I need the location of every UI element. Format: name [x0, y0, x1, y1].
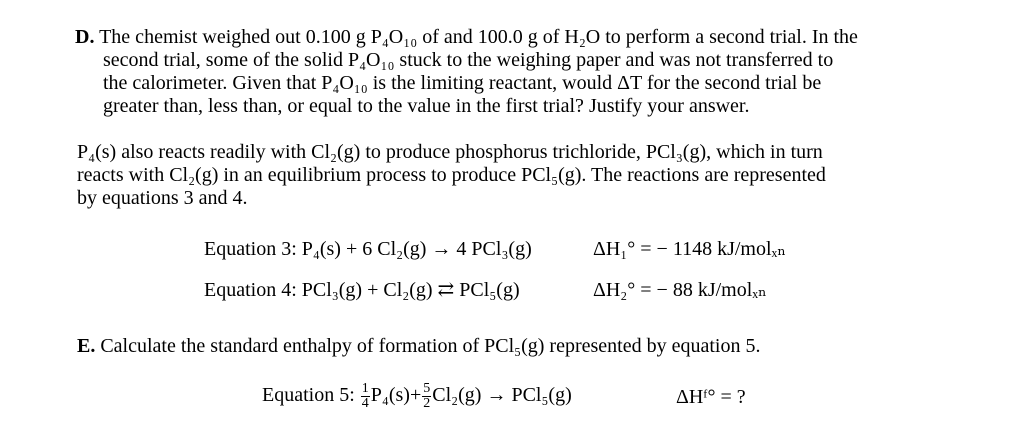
question-e-label: E.	[77, 335, 96, 357]
question-e	[77, 335, 760, 358]
question-d-line-1	[75, 26, 975, 49]
equation-4: Equation 4: PCl₃(g) + Cl₂(g) ⇄ PCl₅(g)	[204, 279, 520, 301]
equation-5-enthalpy: ΔHᶠ° = ?	[676, 386, 746, 408]
equation-5-prefix: Equation 5:	[262, 384, 355, 407]
coefficient-one-quarter: $\frac{1}{4}$	[361, 381, 369, 411]
coefficient-five-halves: $\frac{5}{2}$	[423, 381, 431, 411]
equation-5	[262, 382, 572, 411]
intro-paragraph	[77, 141, 977, 210]
question-d-label: D.	[75, 26, 95, 48]
question-d-text-1: The chemist weighed out 0.100 g P₄O₁₀ of and 100.0 g of H₂O to perform a second trial. In the	[94, 26, 858, 48]
equation-3: Equation 3: P₄(s) + 6 Cl₂(g) → 4 PCl₃(g)	[204, 238, 532, 260]
question-d-line-4: greater than, less than, or equal to the value in the first trial? Justify your answer.	[103, 95, 750, 117]
question-d-line-2: second trial, some of the solid P₄O₁₀ stuck to the weighing paper and was not transferred to	[103, 49, 834, 71]
intro-line-1: P₄(s) also reacts readily with Cl₂(g) to produce phosphorus trichloride, PCl₃(g), which in turn	[77, 141, 823, 163]
question-d	[75, 26, 975, 118]
equation-5-species-1: P₄(s)+	[370, 384, 422, 407]
intro-line-2: reacts with Cl₂(g) in an equilibrium process to produce PCl₅(g). The reactions are represented	[77, 164, 826, 186]
question-d-line-3: the calorimeter. Given that P₄O₁₀ is the limiting reactant, would ΔT for the second trial be	[103, 72, 822, 94]
equation-5-species-2: Cl₂(g) → PCl₅(g)	[432, 384, 572, 407]
equation-4-enthalpy: ΔH₂° = − 88 kJ/molₓₙ	[593, 279, 767, 301]
equation-3-enthalpy: ΔH₁° = − 1148 kJ/molₓₙ	[593, 238, 786, 260]
intro-line-3: by equations 3 and 4.	[77, 187, 248, 209]
question-e-text: Calculate the standard enthalpy of formation of PCl₅(g) represented by equation 5.	[95, 335, 761, 357]
